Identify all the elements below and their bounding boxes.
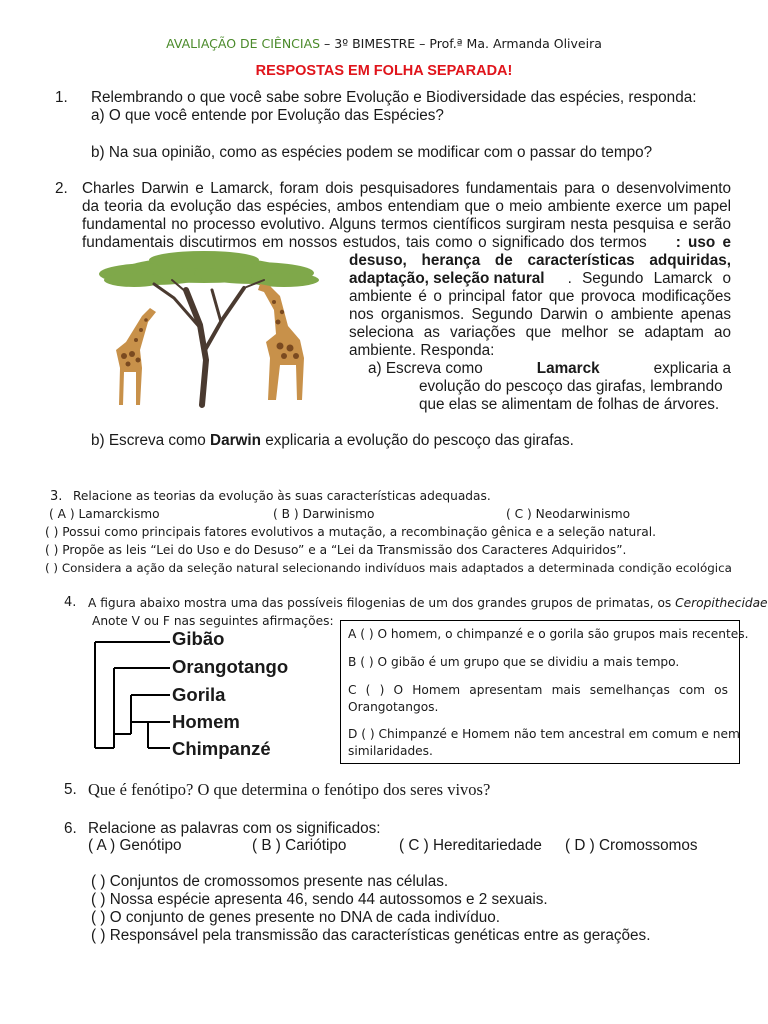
- q4-statement-b: B ( ) O gibão é um grupo que se dividiu a mais tempo.: [348, 655, 680, 669]
- q2-item-a-bold: Lamarck: [536, 360, 600, 377]
- tree-label-gibao: Gibão: [172, 628, 225, 649]
- q2-line-2: da teoria da evolução das espécies, ambos entendiam que o meio ambiente exerce um papel: [82, 198, 731, 215]
- q2-item-a-suffix: explicaria a: [653, 360, 731, 377]
- q2-item-a: [368, 360, 731, 378]
- acacia-tree: [99, 251, 319, 287]
- q1-item-b: b) Na sua opinião, como as espécies podem se modificar com o passar do tempo?: [91, 144, 653, 161]
- header-details: 3º BIMESTRE – Prof.ª Ma. Armanda Oliveira: [334, 36, 602, 51]
- q3-option-c: ( C ) Neodarwinismo: [506, 507, 631, 521]
- tree-label-orangotango: Orangotango: [172, 656, 289, 677]
- q6-number: 6.: [64, 820, 77, 837]
- q4-statement-d-line-2: similaridades.: [348, 744, 433, 758]
- giraffe-illustration: [94, 250, 344, 410]
- q4-instruction: Anote V ou F nas seguintes afirmações:: [92, 614, 334, 628]
- q3-number: 3.: [50, 489, 63, 504]
- q2-item-b-prefix: b) Escreva como: [91, 432, 206, 449]
- giraffe-left: [116, 308, 156, 405]
- q6-item-4: ( ) Responsável pela transmissão das características genéticas entre as gerações.: [91, 927, 651, 944]
- q3-item-1: ( ) Possui como principais fatores evolutivos a mutação, a recombinação gênica e a seleção natural.: [45, 525, 656, 539]
- q2-item-b-bold: Darwin: [210, 432, 262, 449]
- q1-item-a: a) O que você entende por Evolução das Espécies?: [91, 107, 444, 124]
- q1-number: 1.: [55, 89, 68, 106]
- q2-line-7: ambiente é o principal fator que provoca modificações: [349, 288, 731, 305]
- q2-line-6-text: . Segundo Lamarck o: [567, 270, 731, 287]
- q4-statement-c-line-2: Orangotangos.: [348, 700, 439, 714]
- q4-text: [88, 596, 768, 610]
- q3-item-3: ( ) Considera a ação da seleção natural selecionando indivíduos mais adaptados a determinada condição ecológica: [45, 561, 732, 575]
- tree-label-gorila: Gorila: [172, 684, 226, 705]
- q2-line-6-bold: adaptação, seleção natural: [349, 270, 545, 287]
- page-header: [0, 36, 768, 51]
- header-separator: –: [320, 36, 335, 51]
- q2-line-8: nos organismos. Segundo Darwin o ambiente apenas: [349, 306, 731, 323]
- q5-text: Que é fenótipo? O que determina o fenótipo dos seres vivos?: [88, 780, 491, 799]
- q4-statement-c-line-1: C ( ) O Homem apresentam mais semelhanças com os: [348, 683, 728, 697]
- q2-line-3: fundamental no processo evolutivo. Alguns termos científicos surgiram nesta pesquisa e serão: [82, 216, 731, 233]
- q4-text-italic: Ceropithecidae: [675, 596, 768, 610]
- q3-option-a: ( A ) Lamarckismo: [49, 507, 160, 521]
- q6-option-a: ( A ) Genótipo: [88, 837, 182, 854]
- q3-option-b: ( B ) Darwinismo: [273, 507, 375, 521]
- q2-line-4-bold: : uso e: [675, 234, 731, 251]
- q5-number: 5.: [64, 781, 77, 798]
- q2-line-9: seleciona as variações que melhor se adaptam ao: [349, 324, 731, 341]
- q2-line-4-text: fundamentais discutirmos em nossos estudos, tais como o significado dos termos: [82, 234, 647, 251]
- q2-line-5: desuso, herança de características adquiridas,: [349, 252, 731, 269]
- q6-option-c: ( C ) Hereditariedade: [399, 837, 542, 854]
- q2-line-10: ambiente. Responda:: [349, 342, 495, 359]
- giraffe-right: [258, 284, 304, 400]
- q2-item-a-line-2: evolução do pescoço das girafas, lembrando: [419, 378, 723, 395]
- q2-line-6: [349, 270, 731, 288]
- page-subtitle: RESPOSTAS EM FOLHA SEPARADA!: [255, 63, 513, 79]
- q4-text-main: A figura abaixo mostra uma das possíveis filogenias de um dos grandes grupos de primatas, os: [88, 596, 672, 610]
- q6-item-1: ( ) Conjuntos de cromossomos presente nas células.: [91, 873, 449, 890]
- q2-item-b: [91, 432, 574, 450]
- q1-text: Relembrando o que você sabe sobre Evolução e Biodiversidade das espécies, responda:: [91, 89, 697, 106]
- q2-item-a-prefix: a) Escreva como: [368, 360, 483, 377]
- q2-number: 2.: [55, 180, 68, 197]
- q4-statement-d-line-1: D ( ) Chimpanzé e Homem não tem ancestral em comum e nem: [348, 727, 740, 741]
- q2-item-a-line-3: que elas se alimentam de folhas de árvores.: [419, 396, 720, 413]
- q6-item-3: ( ) O conjunto de genes presente no DNA de cada indivíduo.: [91, 909, 501, 926]
- q3-text: Relacione as teorias da evolução às suas características adequadas.: [73, 489, 491, 503]
- tree-label-homem: Homem: [172, 711, 240, 732]
- q2-item-b-suffix: explicaria a evolução do pescoço das girafas.: [265, 432, 574, 449]
- q6-text: Relacione as palavras com os significados:: [88, 820, 381, 837]
- q3-item-2: ( ) Propõe as leis “Lei do Uso e do Desuso” e a “Lei da Transmissão dos Caracteres Adquiridos”.: [45, 543, 627, 557]
- header-title: AVALIAÇÃO DE CIÊNCIAS: [166, 36, 321, 51]
- q6-option-b: ( B ) Cariótipo: [252, 837, 347, 854]
- tree-label-chimpanze: Chimpanzé: [172, 738, 271, 759]
- q6-item-2: ( ) Nossa espécie apresenta 46, sendo 44 autossomos e 2 sexuais.: [91, 891, 548, 908]
- phylogenetic-tree: [94, 632, 174, 762]
- q2-line-1: Charles Darwin e Lamarck, foram dois pesquisadores fundamentais para o desenvolvimento: [82, 180, 731, 197]
- q4-statement-a: A ( ) O homem, o chimpanzé e o gorila são grupos mais recentes.: [348, 627, 749, 641]
- q6-option-d: ( D ) Cromossomos: [565, 837, 698, 854]
- q4-number: 4.: [64, 595, 77, 610]
